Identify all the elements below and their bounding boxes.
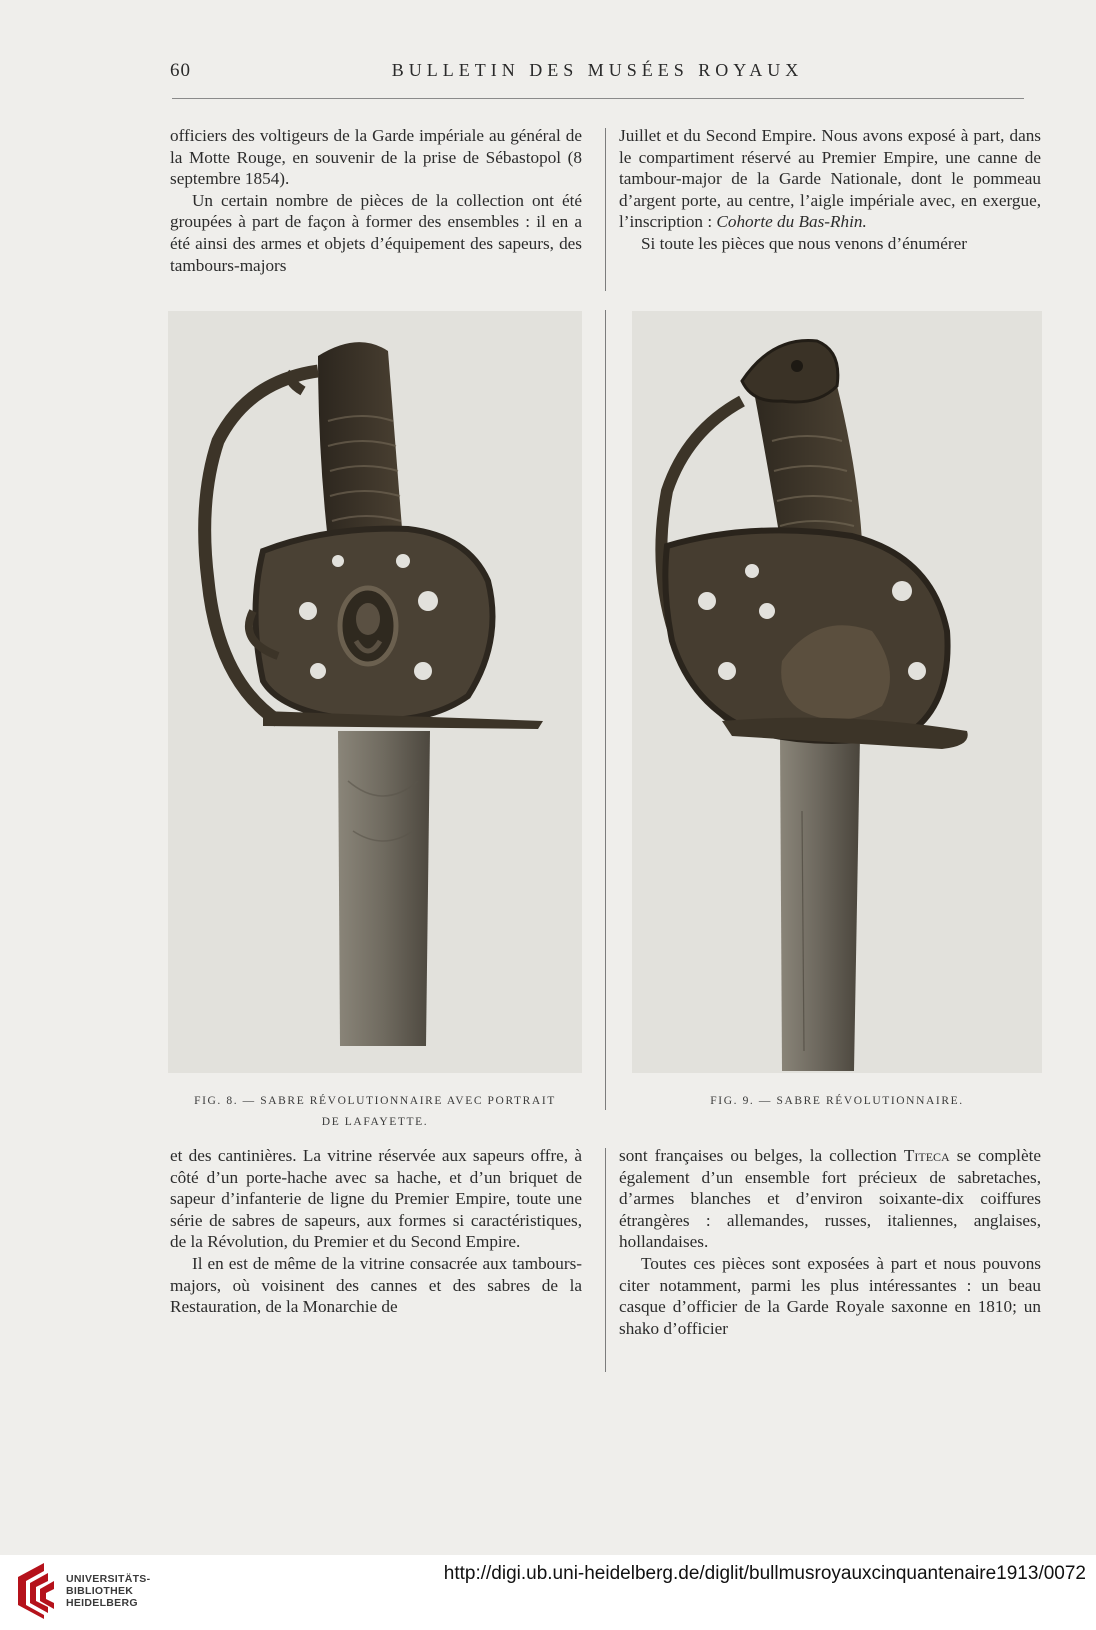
library-name bbox=[66, 1573, 150, 1609]
text-column-right-top bbox=[619, 125, 1041, 255]
text-column-left-top bbox=[170, 125, 582, 276]
column-divider bbox=[605, 128, 606, 291]
column-divider bbox=[605, 310, 606, 1110]
paragraph: officiers des voltigeurs de la Garde impériale au général de la Motte Rouge, en souvenir de la prise de Sébastopol (8 septembre 1854). bbox=[170, 126, 582, 189]
italic-inscription: Cohorte du Bas-Rhin. bbox=[716, 212, 867, 232]
caption-line: DE LAFAYETTE. bbox=[321, 1116, 429, 1128]
figure-8-photo bbox=[168, 311, 582, 1073]
text-run: se complète également d’un ensemble fort précieux de sabretaches, d’armes blanches et d’environ soixante-dix coiffures étrangères : allemandes, russes, italiennes, anglaises, hollandaises. bbox=[619, 1146, 1041, 1252]
sabre-lafayette-illustration bbox=[168, 311, 582, 1073]
paragraph: Toutes ces pièces sont exposées à part et nous pouvons citer notamment, parmi les plus intéressantes : un beau casque d’officier de la Garde Royale saxonne en 1810; un shako d’officier bbox=[619, 1253, 1041, 1338]
figure-8-caption bbox=[168, 1091, 582, 1133]
library-name-line: BIBLIOTHEK bbox=[66, 1585, 134, 1597]
page-number: 60 bbox=[170, 60, 191, 81]
university-library-logo-icon bbox=[14, 1561, 62, 1619]
header-rule bbox=[172, 98, 1024, 99]
text-run: sont françaises ou belges, la collection bbox=[619, 1146, 904, 1165]
figure-9-caption bbox=[632, 1091, 1042, 1112]
paragraph bbox=[619, 125, 1041, 233]
caption-line: FIG. 8. — SABRE RÉVOLUTIONNAIRE AVEC PORTRAIT bbox=[194, 1095, 556, 1107]
text-column-left-bottom bbox=[170, 1145, 582, 1318]
figure-9-photo bbox=[632, 311, 1042, 1073]
paragraph: Si toute les pièces que nous venons d’énumérer bbox=[641, 233, 968, 253]
page-header bbox=[170, 60, 1025, 86]
caption-line: FIG. 9. — SABRE RÉVOLUTIONNAIRE. bbox=[710, 1095, 964, 1107]
paragraph bbox=[619, 1145, 1041, 1253]
text-run: Juillet et du Second Empire. Nous avons exposé à part, dans le compartiment réservé au Premier Empire, une canne de tambour-major de la Garde Nationale, dont le pommeau d’argent porte, au centre, l’aigle impériale avec, en exergue, l’inscription : bbox=[619, 126, 1041, 232]
source-url-link[interactable]: http://digi.ub.uni-heidelberg.de/diglit/bullmusroyauxcinquantenaire1913/0072 bbox=[443, 1563, 1086, 1584]
text-column-right-bottom bbox=[619, 1145, 1041, 1339]
paragraph: et des cantinières. La vitrine réservée aux sapeurs offre, à côté d’un porte-hache avec sa hache, et d’un briquet de sapeur d’infanterie de ligne du Premier Empire, toute une série de sabres de sapeurs, aux formes si caractéristiques, de la Révolution, du Premier et du Second Empire. bbox=[170, 1146, 582, 1252]
library-name-line: HEIDELBERG bbox=[66, 1597, 138, 1609]
library-name-line: UNIVERSITÄTS- bbox=[66, 1573, 151, 1585]
sabre-lion-head-illustration bbox=[632, 311, 1042, 1073]
running-title: BULLETIN DES MUSÉES ROYAUX bbox=[391, 60, 804, 80]
column-divider bbox=[605, 1148, 606, 1372]
paragraph: Un certain nombre de pièces de la collection ont été groupées à part de façon à former des ensembles : il en a été ainsi des armes et objets d’équipement des sapeurs, des tambours-majors bbox=[170, 190, 582, 275]
collection-name: Titeca bbox=[903, 1146, 950, 1165]
paragraph: Il en est de même de la vitrine consacrée aux tambours-majors, où voisinent des cannes et des sabres de la Restauration, de la Monarchie de bbox=[170, 1253, 582, 1317]
